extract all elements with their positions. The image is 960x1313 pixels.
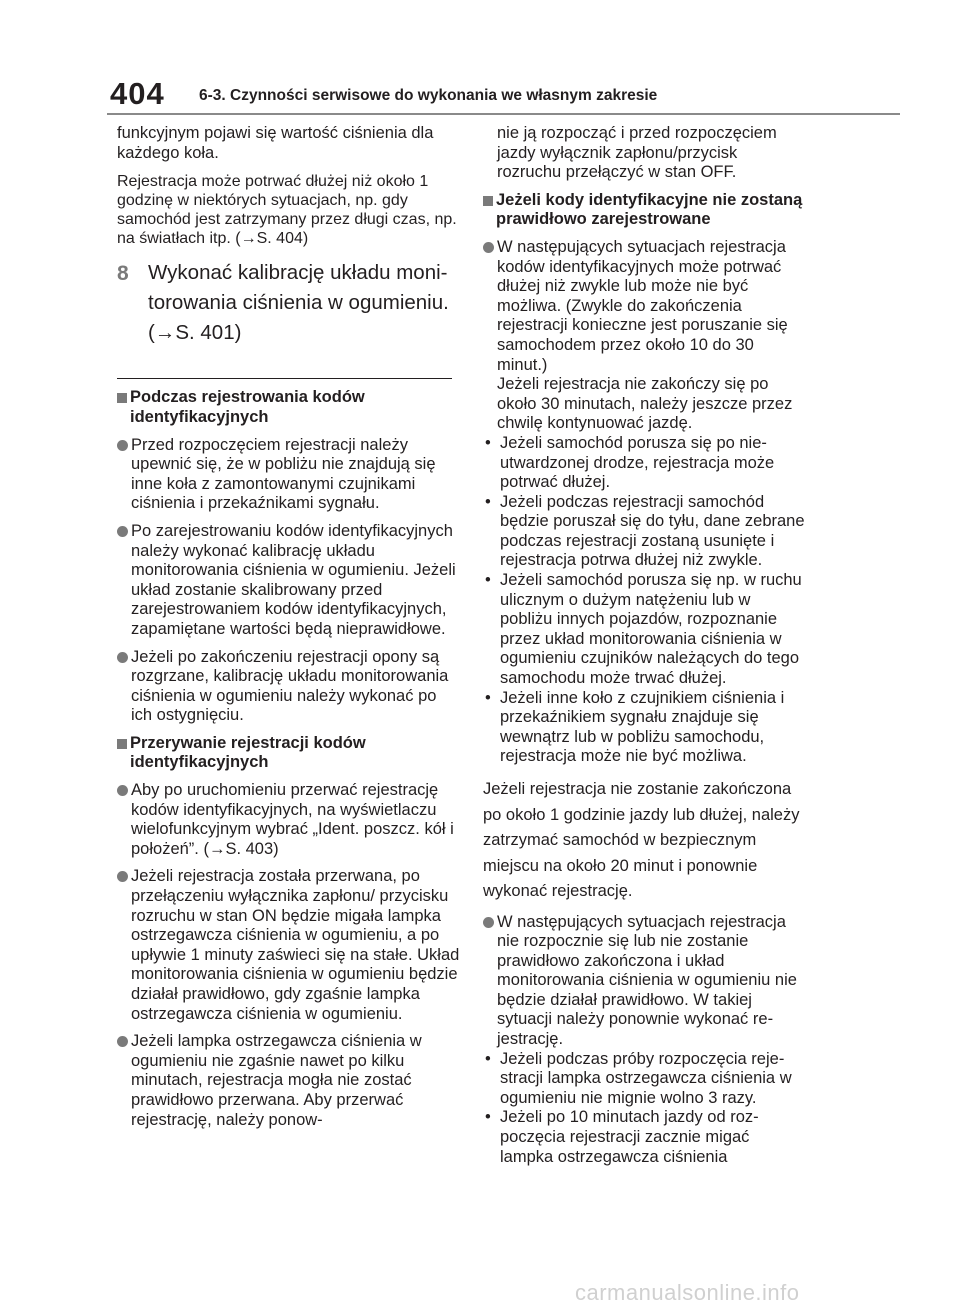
circle-bullet-icon [483,917,494,928]
page-number: 404 [110,76,165,111]
subheading: Podczas rejestrowania kodów identyfikacyjnych [117,388,460,427]
left-column [117,124,460,1138]
sub-bullet-item: • Jeżeli podczas próby rozpoczęcia rejestracji lampka ostrzegawcza ciśnienia w ogumieniu nie mignie wolno 3 razy. [485,1049,792,1107]
sub-bullet-item: • Jeżeli samochód porusza się np. w ruchu ulicznym o dużym natężeniu lub w pobliżu innych pojazdów, rozpoznanie przez układ monitorowania ciśnienia w ogumieniu czujników należących do tego samochodu może trwać dłużej. [485,571,802,688]
square-bullet-icon [483,196,493,206]
step-8 [117,258,460,348]
sub-bullet-item: • Jeżeli inne koło z czujnikiem ciśnienia i przekaźnikiem sygnału znajduje się wewnątrz lub w pobliżu samochodu, rejestracja może nie być możliwa. [485,688,785,766]
circle-bullet-icon [117,440,128,451]
paragraph: Jeżeli rejestracja nie zostanie zakończona po około 1 godzinie jazdy lub dłużej, należy zatrzymać samochód w bezpiecznym miejscu na około 20 minut i ponownie wykonać rejestrację. [483,780,800,900]
bullet-item: Jeżeli rejestracja została przerwana, po przełączeniu wyłącznika zapłonu/ przycisku rozruchu w stan ON będzie migała lampka ostrzegawcza ciśnienia w ogumieniu, a po upływie 1 minuty zaświeci się na stałe. Układ monitorowania ciśnienia w ogumieniu będzie działał prawidłowo, gdy zgaśnie lampka ostrzegawcza ciśnienia w ogumieniu. [117,867,460,1024]
step-text: Wykonać kalibrację układu monitorowania ciśnienia w ogumieniu. (→S. 401) [148,261,449,345]
circle-bullet-icon [117,785,128,796]
paragraph-continuation: nie ją rozpocząć i przed rozpoczęciem jazdy wyłącznik zapłonu/przycisk rozruchu przełączyć w stan OFF. [497,124,777,182]
section-title: 6-3. Czynności serwisowe do wykonania we własnym zakresie [199,87,658,104]
subheading: Przerywanie rejestracji kodów identyfikacyjnych [117,734,460,773]
step-number: 8 [117,262,129,286]
right-column [483,124,806,1167]
square-bullet-icon [117,739,127,749]
header-divider [107,113,900,115]
bullet-item: Przed rozpoczęciem rejestracji należy upewnić się, że w pobliżu nie znajdują się inne koła z zamontowanymi czujnikami ciśnienia i przekaźnikami sygnału. [117,436,460,514]
bullet-item: Po zarejestrowaniu kodów identyfikacyjnych należy wykonać kalibrację układu monitorowania ciśnienia w ogumieniu. Jeżeli układ zostanie skalibrowany przed zarejestrowaniem kodów identyfikacyjnych, zapamiętane wartości będą nieprawidłowe. [117,522,460,640]
dot-bullet-icon: • [485,688,491,707]
bullet-item: Aby po uruchomieniu przerwać rejestrację kodów identyfikacyjnych, na wyświetlaczu wielofunkcyjnym wybrać „Ident. poszcz. kół i położeń”. (→S. 403) [117,781,460,859]
dot-bullet-icon: • [485,571,491,590]
circle-bullet-icon [117,871,128,882]
bullet-item [483,238,806,434]
circle-bullet-icon [483,242,494,253]
bullet-text: W następujących sytuacjach rejestracja kodów identyfikacyjnych może potrwać dłużej niż zwykle lub może nie być możliwa. (Zwykle do zakończenia rejestracji konieczne jest poruszanie się samochodem przez około 10 do 30 minut.) Jeżeli rejestracja nie zakończy się po około 30 minutach, należy jeszcze przez chwilę kontynuować jazdę. [497,237,793,433]
subheading: Jeżeli kody identyfikacyjne nie zostaną prawidłowo zarejestrowane [483,191,806,230]
circle-bullet-icon [117,652,128,663]
bullet-item: Jeżeli po zakończeniu rejestracji opony są rozgrzane, kalibrację układu monitorowania ciśnienia w ogumieniu należy wykonać po ich ostygnięciu. [117,648,460,726]
dot-bullet-icon: • [485,1049,491,1068]
dot-bullet-icon: • [485,1108,491,1127]
dot-bullet-icon: • [485,492,491,511]
paragraph: Rejestracja może potrwać dłużej niż około 1 godzinę w niektórych sytuacjach, np. gdy samochód jest zatrzymany przez długi czas, np. na światłach itp. (→S. 404) [117,173,457,247]
sub-bullet-item: • Jeżeli podczas rejestracji samochód będzie poruszał się do tyłu, dane zebrane podczas rejestracji zostaną usunięte i rejestracja potrwa dłużej niż zwykle. [485,492,805,570]
sub-bullet-item: • Jeżeli samochód porusza się po nieutwardzonej drodze, rejestracja może potrwać dłużej. [485,433,775,492]
watermark: carmanualsonline.info [575,1280,800,1305]
circle-bullet-icon [117,526,128,537]
section-divider [117,378,452,379]
sub-bullet-item: • Jeżeli po 10 minutach jazdy od rozpoczęcia rejestracji zacznie migać lampka ostrzegawcza ciśnienia [485,1108,759,1166]
circle-bullet-icon [117,1036,128,1047]
dot-bullet-icon: • [485,433,491,452]
square-bullet-icon [117,393,127,403]
bullet-item: W następujących sytuacjach rejestracja nie rozpocznie się lub nie zostanie prawidłowo zakończona i układ monitorowania ciśnienia w ogumieniu nie będzie działał prawidłowo. W takiej sytuacji należy ponownie wykonać rejestrację. [483,913,806,1050]
bullet-item: Jeżeli lampka ostrzegawcza ciśnienia w ogumieniu nie zgaśnie nawet po kilku minutach, rejestracja mogła nie zostać prawidłowo przerwana. Aby przerwać rejestrację, należy ponow- [117,1032,460,1130]
paragraph: funkcyjnym pojawi się wartość ciśnienia dla każdego koła. [117,124,434,162]
